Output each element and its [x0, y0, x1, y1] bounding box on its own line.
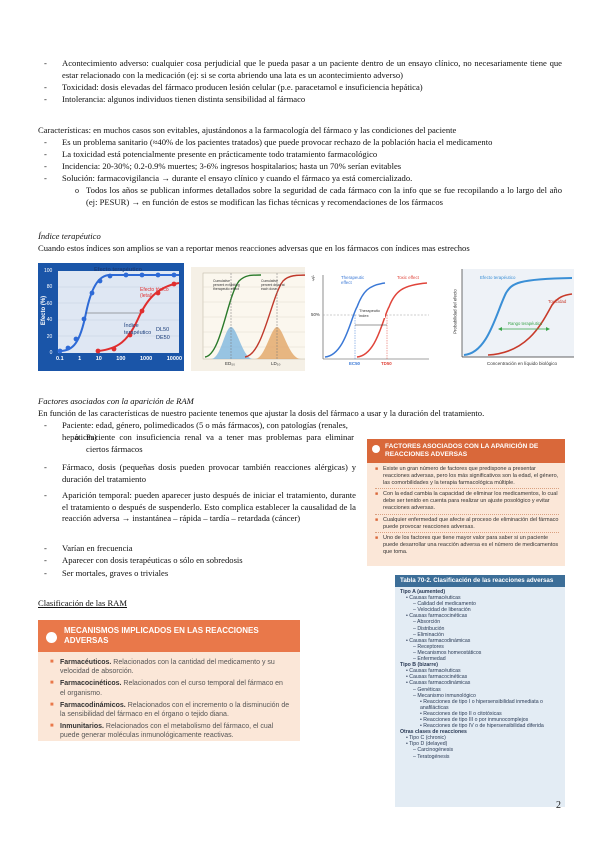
fig1-index-label	[124, 323, 151, 336]
factors-heading: Factores asociados con la aparición de RAM	[38, 396, 194, 406]
classification-table-row: – Velocidad de liberación	[413, 607, 471, 614]
classification-table-row: Otras clases de reacciones	[400, 729, 467, 736]
factors-box-item: ■ Uno de los factores que tiene mayor valor para saber si un paciente puede desarrollar una reacción adversa es el número de medicamentos que toma.	[375, 535, 559, 555]
classification-table-row: • Causas farmacodinámicas	[406, 637, 471, 644]
fig1-toxic-label: Efecto tóxico (letal)	[140, 287, 169, 299]
classification-table-row: – Calidad del medicamento	[413, 601, 476, 608]
classification-table-row: Tipo A (aumented)	[400, 589, 446, 595]
classification-table	[395, 575, 565, 807]
fig2-label-left: Cumulative percent exhibiting therapeutic effect	[213, 279, 240, 291]
classification-heading: Clasificación de las RAM	[38, 598, 128, 608]
fig3-ec50: EC50	[349, 361, 360, 366]
fig3-therapeutic: Therapeutic effect	[341, 275, 365, 285]
factors-item-patient: - Paciente: edad, género, polimedicados (5 o más fármacos), con patologías (renales, hepáticas)	[62, 420, 382, 443]
fig3-td50: TD50	[381, 361, 392, 366]
figure-dose-response-blue	[38, 263, 184, 371]
classification-table-row: – Mecanismos homeostáticos	[413, 649, 482, 656]
figure-probability-effect	[448, 263, 578, 371]
fig1-ytick: 0	[49, 349, 53, 356]
fig1-ytick: 40	[46, 317, 53, 324]
fig1-xtick: 10000	[166, 356, 182, 362]
classification-table-row: • Reacciones de tipo III o por inmunocomplejos	[420, 716, 529, 723]
factors-box-item: ■ Con la edad cambia la capacidad de eliminar los medicamentos, lo cual debe ser tenido en cuenta para realizar un ajuste posológico y evitar reacciones adversas.	[375, 491, 559, 511]
classification-table-row: • Causas farmacocinéticas	[406, 613, 468, 620]
fig2-xlabel-right: LD₅₀	[271, 361, 281, 366]
fig1-index-label-2: terapéutico	[124, 329, 152, 336]
fig1-xtick: 0.1	[56, 356, 64, 362]
mechanism-item-name: Farmacéuticos.	[60, 659, 112, 666]
classification-table-row: – Genéticas	[413, 686, 441, 693]
fig3-index: Therapeutic index	[359, 309, 385, 318]
classification-table-row: • Reacciones de tipo II o citotóxicas	[420, 710, 502, 717]
characteristics-subitem: o Todos los años se publican informes detallados sobre la seguridad de cada fármaco con la info que se fue recopilando a lo largo del año (ej: PESUR) → en función de estos se modifican las fichas técnicas y recomendaciones de los fármacos	[86, 185, 562, 208]
classification-table-row: • Reacciones de tipo IV o de hipersensibilidad diferida	[420, 723, 544, 730]
fig1-xtick: 100	[116, 356, 126, 362]
classification-table-row: • Causas farmacéuticas	[406, 595, 461, 602]
characteristics-item: - Solución: farmacovigilancia → durante el ensayo clínico y cuando el fármaco ya está comercializado.	[62, 173, 562, 185]
classification-table-row: • Reacciones de tipo I o hipersensibilidad inmediata o anafilácticas	[420, 698, 543, 711]
factors-item-dose: - Aparecer con dosis terapéuticas o sólo en sobredosis	[62, 555, 356, 567]
intro-item-toxicity: - Toxicidad: dosis elevadas del fármaco producen lesión celular (p.e. paracetamol e insuficiencia hepática)	[62, 82, 562, 94]
fig1-xtick: 1	[78, 356, 82, 362]
fig1-ylabel: Efecto (%)	[41, 295, 48, 326]
characteristics-item: - Incidencia: 20-30%; 0.2-0.9% muertes; 3-6% ingresos hospitalarios; hasta un 70% serían evitables	[62, 161, 562, 173]
factors-subitem: o Paciente con insuficiencia renal va a tener mas problemas para eliminar ciertos fármacos	[86, 432, 354, 455]
classification-table-row: – Mecanismo inmunológico	[413, 692, 476, 699]
fig4-toxicity: Toxicidad	[548, 299, 567, 304]
fig1-xtick: 10	[95, 356, 102, 362]
fig4-window: Rango terapéutico	[508, 321, 543, 326]
fig1-ytick: 20	[46, 333, 53, 340]
factors-box-item: ■ Existe un gran número de factores que predispone a presentar reacciones adversas, pero los más significativos son la edad, el género, las comorbilidades y la terapia farmacológica múltiple.	[375, 466, 559, 486]
therapeutic-index-heading: Índice terapéutico	[38, 231, 101, 241]
classification-table-row: • Causas farmacocinéticas	[406, 674, 468, 681]
info-icon	[46, 632, 57, 643]
info-icon	[372, 445, 380, 453]
mechanism-item	[50, 722, 290, 740]
fig4-effect-label: Efecto terapéutico	[480, 275, 516, 280]
fig4-xlabel: Concentración en líquido biológico	[486, 361, 558, 366]
fig1-ytick: 80	[46, 284, 53, 291]
fig1-effect-label: Efecto terapéutico	[94, 267, 142, 273]
fig3-toxic: Toxic effect	[397, 275, 419, 280]
page-number: 2	[556, 800, 561, 811]
classification-table-row: • Tipo D (delayed)	[406, 741, 448, 748]
fig1-de50: DE50	[156, 335, 170, 341]
mechanism-item-desc: Relacionados con la cantidad del medicamento y su velocidad de absorción.	[60, 659, 275, 676]
mechanism-item-name: Farmacocinéticos.	[60, 680, 122, 688]
mechanism-item	[50, 658, 290, 676]
factors-item-drug: - Fármaco, dosis (pequeñas dosis pueden provocar también reacciones alérgicas) y duración del tratamiento	[62, 462, 356, 485]
characteristics-intro: Características: en muchos casos son evitables, ajustándonos a la farmacología del fármaco y las condiciones del paciente	[38, 125, 457, 135]
classification-table-row: – Receptores	[413, 643, 444, 650]
classification-table-row: • Tipo C (chronic)	[406, 735, 446, 742]
classification-table-row: – Carcinogénesis	[413, 747, 454, 754]
fig1-dl50: DL50	[156, 327, 170, 333]
factors-box-header	[367, 439, 565, 463]
mechanisms-box-title: MECANISMOS IMPLICADOS EN LAS REACCIONES ADVERSAS	[64, 626, 259, 645]
factors-item-severity: - Ser mortales, graves o triviales	[62, 568, 356, 580]
mechanism-item-name: Farmacodinámicos.	[60, 701, 126, 709]
classification-table-row: – Distribución	[413, 625, 445, 632]
figure-therapeutic-toxic	[305, 267, 434, 371]
mechanism-item	[50, 679, 290, 697]
classification-table-row: • Causas farmacéuticas	[406, 668, 461, 675]
mechanism-item-desc: Relacionados con el curso temporal del fármaco en el organismo.	[60, 680, 283, 697]
classification-table-row: • Causas farmacodinámicas	[406, 680, 471, 687]
fig4-ylabel: Probabilidad del efecto	[452, 289, 458, 334]
fig1-ytick: 60	[46, 300, 53, 307]
intro-item-intolerance: - Intolerancia: algunos individuos tienen distinta sensibilidad al fármaco	[62, 94, 562, 106]
mechanism-item-desc: Relacionados con el incremento o la disminución de la sensibilidad del fármaco en el órgano o tejido diana.	[60, 701, 290, 719]
factors-item-frequency: - Varían en frecuencia	[62, 543, 356, 555]
fig2-xlabel-left: ED₅₀	[225, 361, 235, 366]
factors-box-title: FACTORES ASOCIADOS CON LA APARICIÓN DE REACCIONES ADVERSAS	[385, 443, 539, 458]
intro-item-adverse-event: - Acontecimiento adverso: cualquier cosa perjudicial que le pueda pasar a un paciente dentro de un ensayo clínico, no necesariamente tiene que estar relacionado con la medicación (ej: si se corta abriendo una lata es un acontecimiento adverso)	[62, 58, 562, 81]
mechanisms-box	[38, 620, 300, 741]
fig2-label-right: Cumulative percent dead at each dose	[261, 279, 285, 291]
classification-table-row: – Absorción	[413, 619, 441, 626]
classification-table-row: Tipo B (bizarre)	[400, 662, 438, 669]
classification-table-title: Tabla 70-2. Clasificación de las reacciones adversas	[395, 575, 565, 587]
characteristics-item: - La toxicidad está potencialmente presente en prácticamente todo tratamiento farmacológico	[62, 149, 562, 161]
factors-intro: En función de las características de nuestro paciente tenemos que ajustar la dosis del fármaco a usar y la duración del tratamiento.	[38, 408, 485, 418]
mechanism-item-desc: Relacionados con el metabolismo del fármaco, el cual puede generar moléculas inmunológicamente reactivas.	[60, 723, 274, 740]
characteristics-item: - Es un problema sanitario (≈40% de los pacientes tratados) que puede provocar rechazo de la población hacia el medicamento	[62, 137, 562, 149]
classification-table-row: – Enfermedad	[413, 656, 446, 663]
mechanism-item-name: Inmunitarios.	[60, 723, 104, 731]
fig1-yticks	[44, 268, 52, 356]
mechanism-item	[50, 701, 290, 719]
classification-table-body	[395, 587, 565, 762]
factors-box-item: ■ Cualquier enfermedad que afecte al proceso de eliminación del fármaco puede provocar reacciones adversas.	[375, 517, 559, 531]
classification-table-row: – Eliminación	[413, 631, 444, 638]
classification-table-row: – Teratogénesis	[413, 753, 450, 760]
fig1-ytick: 100	[44, 268, 53, 274]
fig1-xticks	[56, 356, 182, 362]
svg-text:⚕: ⚕	[311, 274, 316, 283]
therapeutic-index-text: Cuando estos índices son amplios se van a reportar menos reacciones adversas que en los fármacos con índices mas estrechos	[38, 243, 470, 253]
fig3-pct: 50%	[311, 312, 320, 317]
factors-item-timing: - Aparición temporal: pueden aparecer justo después de iniciar el tratamiento, durante el tratamiento o después de suspenderlo. Esto complica establecer la causalidad de la reacción adversa → instantánea – rápida – tardía – retardada (cáncer)	[62, 490, 356, 525]
figure-ed50-ld50	[191, 267, 319, 371]
mechanisms-box-header	[38, 620, 300, 652]
fig1-index-label-1: Índice	[124, 323, 139, 329]
factors-box	[367, 439, 565, 566]
fig1-xtick: 1000	[139, 356, 153, 362]
